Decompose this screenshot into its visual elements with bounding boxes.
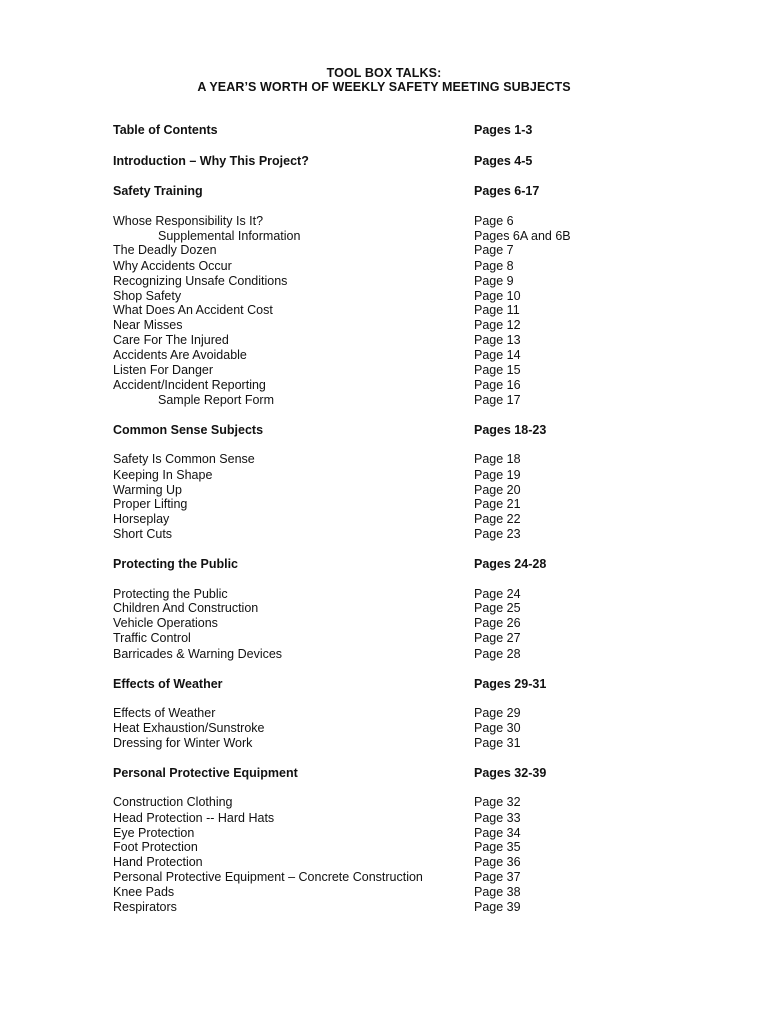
section-title: Table of Contents: [113, 123, 218, 137]
toc-entry-row: [0, 512, 768, 527]
entry-title: Sample Report Form: [158, 393, 275, 407]
entry-page-number: Page 33: [474, 811, 521, 825]
section-title: Safety Training: [113, 184, 203, 198]
entry-page-number: Page 34: [474, 826, 521, 840]
entry-title: Respirators: [113, 900, 177, 914]
entry-page-number: Page 14: [474, 348, 521, 362]
entry-page-number: Pages 6A and 6B: [474, 229, 571, 243]
toc-entry-row: [0, 885, 768, 900]
section-title: Effects of Weather: [113, 677, 223, 691]
entry-page-number: Page 23: [474, 527, 521, 541]
entry-page-number: Page 22: [474, 512, 521, 526]
toc-entry-row: [0, 289, 768, 304]
toc-entry-row: [0, 826, 768, 841]
entry-title: Hand Protection: [113, 855, 203, 869]
section-header-row: [0, 123, 768, 138]
entry-title: Barricades & Warning Devices: [113, 647, 283, 661]
entry-page-number: Page 10: [474, 289, 521, 303]
section-page-range: Pages 29-31: [474, 677, 547, 691]
section-header-row: [0, 154, 768, 169]
entry-title: Shop Safety: [113, 289, 182, 303]
section-page-range: Pages 32-39: [474, 766, 547, 780]
toc-entry-row: [0, 900, 768, 915]
section-page-range: Pages 4-5: [474, 154, 533, 168]
toc-entry-row: [0, 274, 768, 289]
entry-title: Knee Pads: [113, 885, 175, 899]
entry-title: Recognizing Unsafe Conditions: [113, 274, 288, 288]
entry-page-number: Page 24: [474, 587, 521, 601]
toc-entry-row: [0, 333, 768, 348]
entry-title: Why Accidents Occur: [113, 259, 232, 273]
entry-title: Proper Lifting: [113, 497, 188, 511]
section-header-row: [0, 423, 768, 438]
entry-page-number: Page 12: [474, 318, 521, 332]
entry-page-number: Page 35: [474, 840, 521, 854]
toc-entry-row: [0, 303, 768, 318]
document-title-line-1: TOOL BOX TALKS:: [326, 66, 442, 80]
entry-page-number: Page 7: [474, 243, 514, 257]
entry-title: Safety Is Common Sense: [113, 452, 255, 466]
toc-entry-row: [0, 631, 768, 646]
entry-page-number: Page 39: [474, 900, 521, 914]
toc-entry-row: [0, 706, 768, 721]
entry-title: Effects of Weather: [113, 706, 216, 720]
entry-page-number: Page 9: [474, 274, 514, 288]
entry-page-number: Page 25: [474, 601, 521, 615]
section-header-row: [0, 766, 768, 781]
entry-page-number: Page 16: [474, 378, 521, 392]
toc-entry-row: [0, 348, 768, 363]
toc-entry-row: [0, 452, 768, 467]
entry-title: Heat Exhaustion/Sunstroke: [113, 721, 265, 735]
toc-entry-row: [0, 243, 768, 258]
section-header-row: [0, 677, 768, 692]
entry-page-number: Page 11: [474, 303, 520, 317]
entry-page-number: Page 17: [474, 393, 521, 407]
entry-page-number: Page 26: [474, 616, 521, 630]
section-title: Personal Protective Equipment: [113, 766, 298, 780]
entry-page-number: Page 27: [474, 631, 521, 645]
entry-title: Warming Up: [113, 483, 182, 497]
entry-title: Construction Clothing: [113, 795, 233, 809]
entry-title: Children And Construction: [113, 601, 259, 615]
toc-entry-row: [0, 497, 768, 512]
entry-title: What Does An Accident Cost: [113, 303, 273, 317]
entry-title: Eye Protection: [113, 826, 195, 840]
toc-entry-row: [0, 527, 768, 542]
toc-entry-row: [0, 318, 768, 333]
toc-entry-row: [0, 393, 768, 408]
toc-entry-row: [0, 647, 768, 662]
entry-page-number: Page 15: [474, 363, 521, 377]
entry-title: Near Misses: [113, 318, 183, 332]
entry-page-number: Page 31: [474, 736, 521, 750]
entry-title: Horseplay: [113, 512, 170, 526]
toc-entry-row: [0, 840, 768, 855]
toc-entry-row: [0, 855, 768, 870]
entry-title: Supplemental Information: [158, 229, 301, 243]
toc-entry-row: [0, 229, 768, 244]
toc-entry-row: [0, 616, 768, 631]
entry-title: Keeping In Shape: [113, 468, 213, 482]
entry-page-number: Page 19: [474, 468, 521, 482]
entry-title: Short Cuts: [113, 527, 173, 541]
entry-title: Head Protection -- Hard Hats: [113, 811, 275, 825]
entry-page-number: Page 37: [474, 870, 521, 884]
entry-title: Traffic Control: [113, 631, 191, 645]
entry-page-number: Page 32: [474, 795, 521, 809]
entry-title: Personal Protective Equipment – Concrete Construction: [113, 870, 423, 884]
entry-page-number: Page 6: [474, 214, 514, 228]
toc-entry-row: [0, 587, 768, 602]
section-header-row: [0, 557, 768, 572]
entry-title: Foot Protection: [113, 840, 198, 854]
entry-title: Dressing for Winter Work: [113, 736, 253, 750]
entry-title: Listen For Danger: [113, 363, 214, 377]
entry-page-number: Page 30: [474, 721, 521, 735]
entry-page-number: Page 36: [474, 855, 521, 869]
entry-title: Protecting the Public: [113, 587, 228, 601]
toc-entry-row: [0, 363, 768, 378]
toc-entry-row: [0, 468, 768, 483]
toc-entry-row: [0, 811, 768, 826]
toc-entry-row: [0, 483, 768, 498]
toc-entry-row: [0, 721, 768, 736]
toc-entry-row: [0, 259, 768, 274]
section-page-range: Pages 18-23: [474, 423, 547, 437]
toc-entry-row: [0, 378, 768, 393]
entry-title: Care For The Injured: [113, 333, 229, 347]
entry-page-number: Page 20: [474, 483, 521, 497]
toc-entry-row: [0, 870, 768, 885]
section-page-range: Pages 1-3: [474, 123, 533, 137]
document-title-line-2: A YEAR’S WORTH OF WEEKLY SAFETY MEETING SUBJECTS: [197, 80, 571, 94]
toc-entry-row: [0, 601, 768, 616]
entry-page-number: Page 28: [474, 647, 521, 661]
entry-title: The Deadly Dozen: [113, 243, 217, 257]
entry-page-number: Page 21: [474, 497, 521, 511]
entry-title: Accidents Are Avoidable: [113, 348, 247, 362]
toc-entry-row: [0, 736, 768, 751]
section-title: Common Sense Subjects: [113, 423, 264, 437]
entry-title: Vehicle Operations: [113, 616, 218, 630]
toc-entry-row: [0, 214, 768, 229]
section-header-row: [0, 184, 768, 199]
section-title: Protecting the Public: [113, 557, 239, 571]
section-page-range: Pages 24-28: [474, 557, 547, 571]
section-page-range: Pages 6-17: [474, 184, 540, 198]
entry-page-number: Page 29: [474, 706, 521, 720]
toc-entry-row: [0, 795, 768, 810]
entry-page-number: Page 8: [474, 259, 514, 273]
entry-page-number: Page 18: [474, 452, 521, 466]
entry-title: Whose Responsibility Is It?: [113, 214, 264, 228]
entry-page-number: Page 38: [474, 885, 521, 899]
section-title: Introduction – Why This Project?: [113, 154, 309, 168]
entry-page-number: Page 13: [474, 333, 521, 347]
entry-title: Accident/Incident Reporting: [113, 378, 266, 392]
